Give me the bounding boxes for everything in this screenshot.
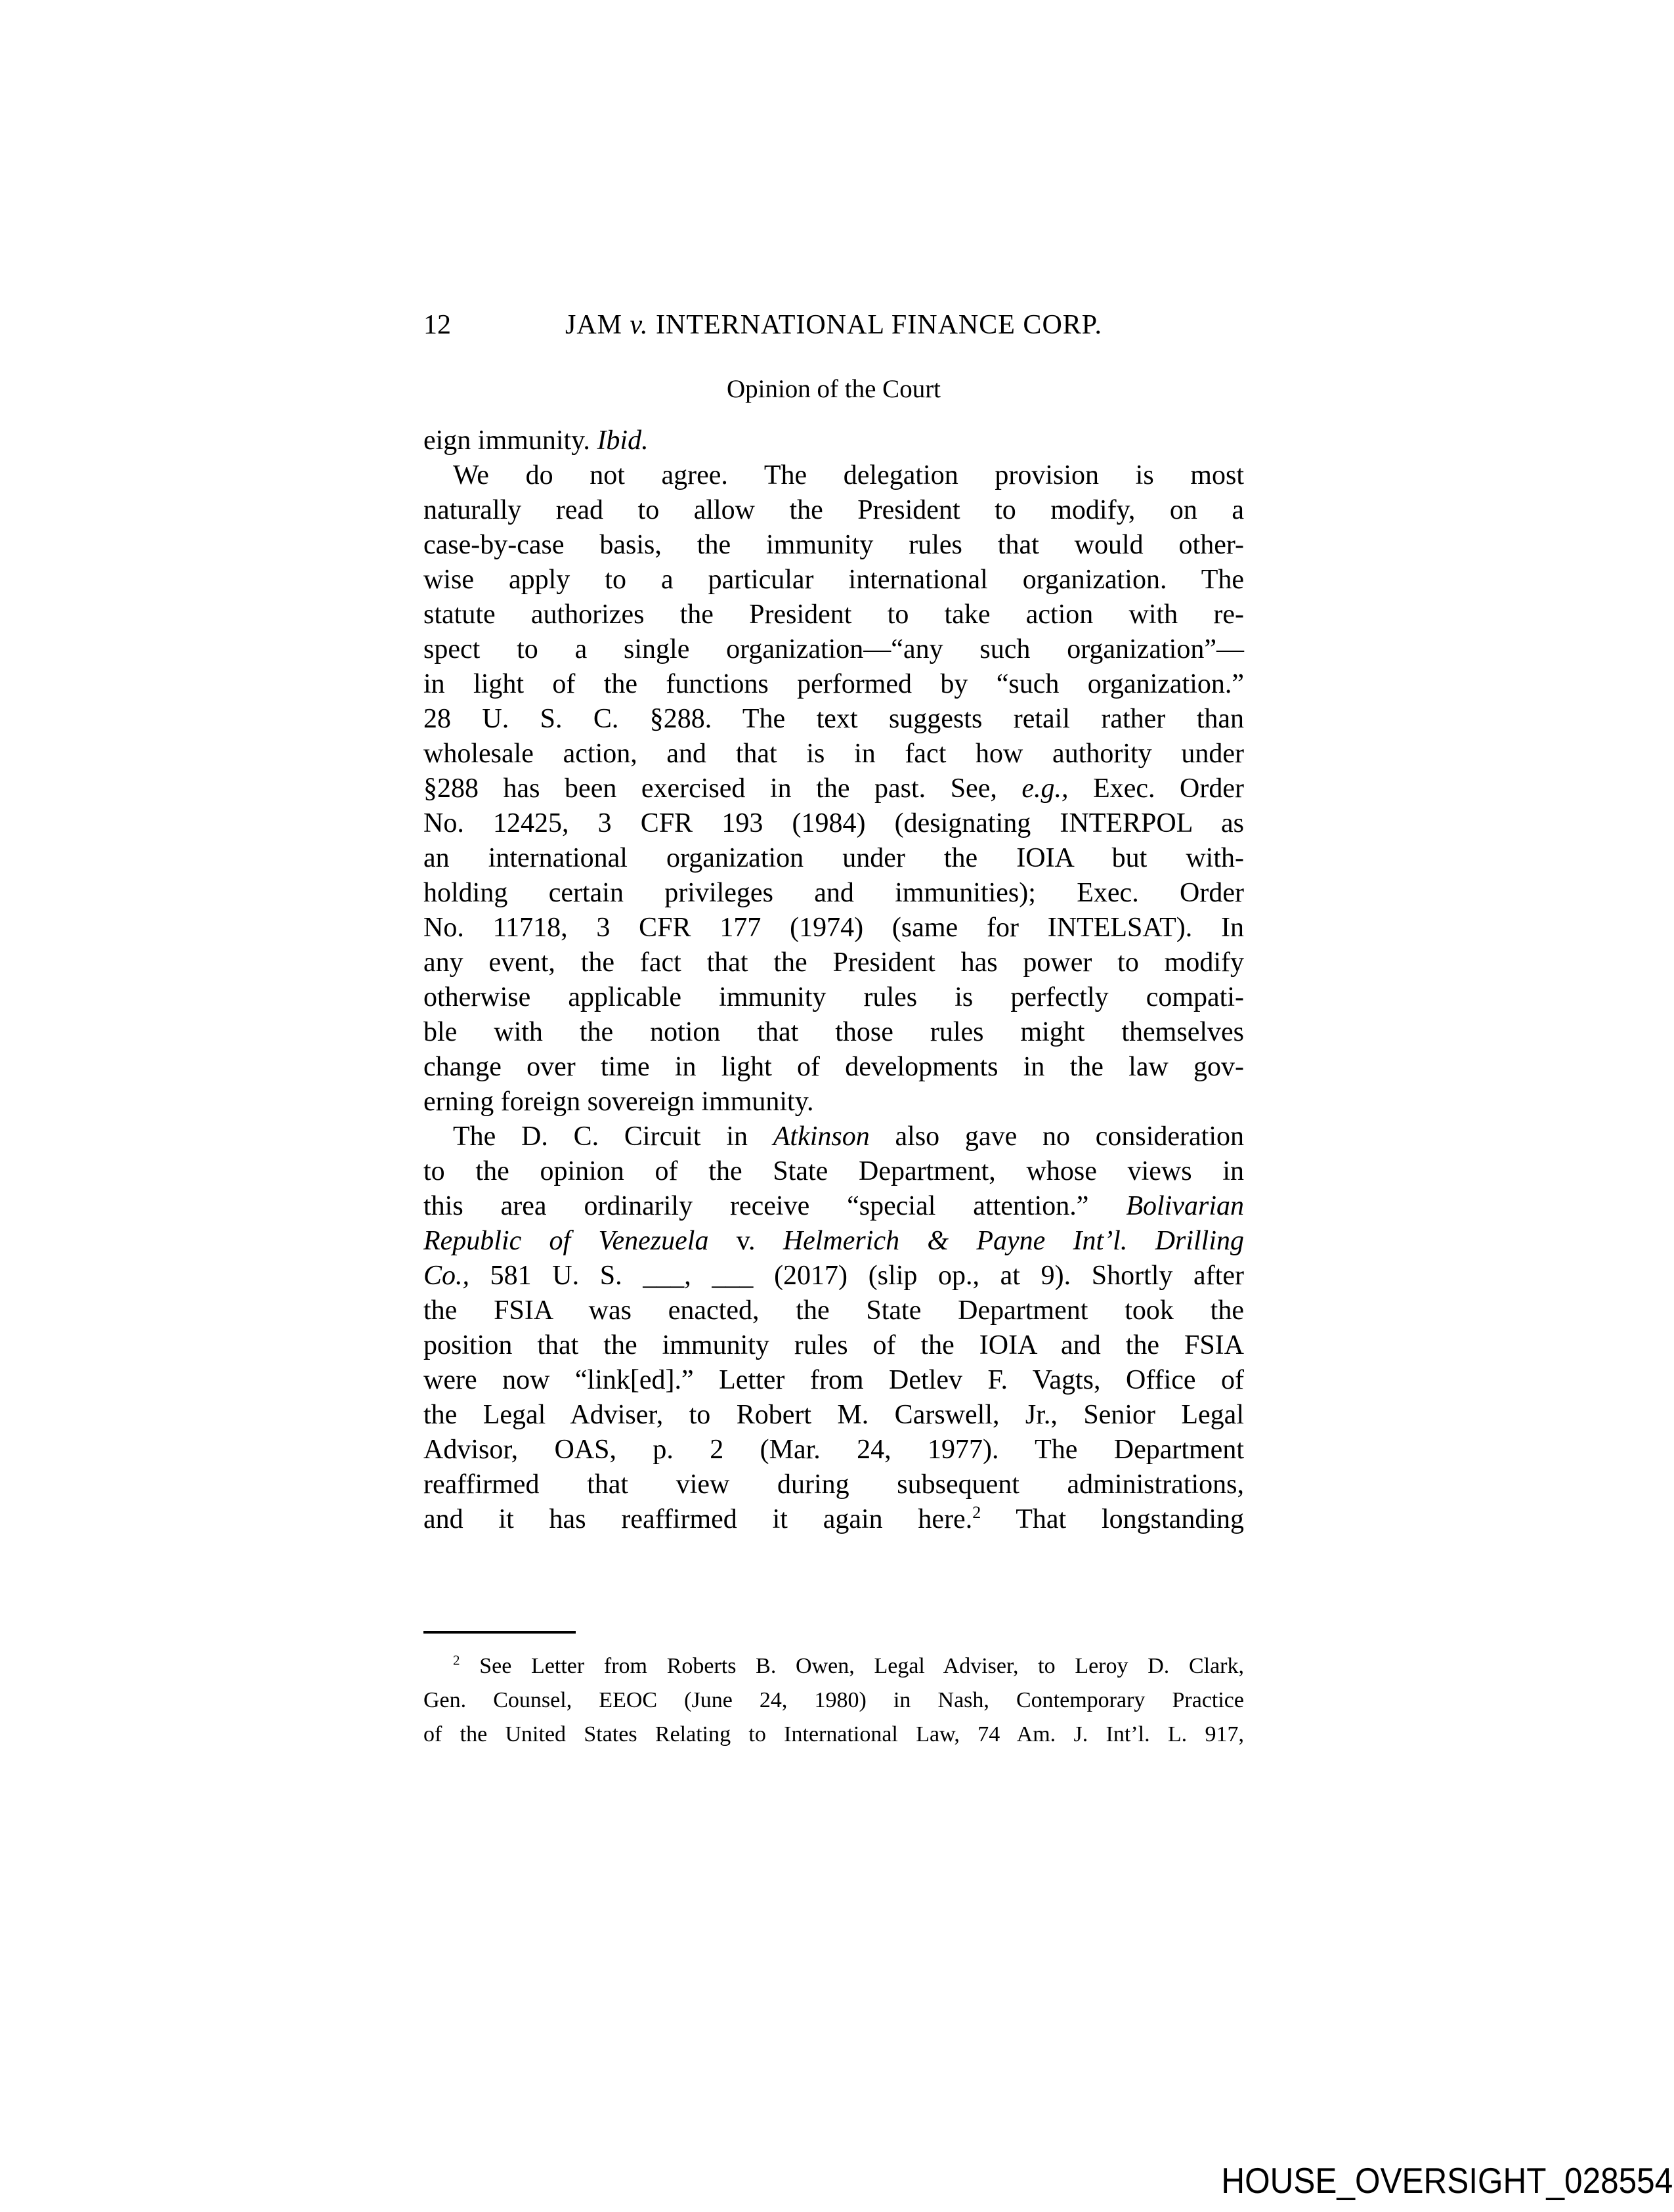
text-line [423,458,1244,493]
text-run: Ibid. [597,425,649,456]
text-line [423,597,1244,632]
text-line [423,1649,1244,1683]
text-line [423,876,1244,911]
text-run: statute authorizes the President to take action with re- [423,599,1244,630]
text-line [423,1433,1244,1467]
text-run: wholesale action, and that is in fact how authority under [423,739,1244,769]
text-line [423,563,1244,597]
text-run: INTERNATIONAL FINANCE CORP. [648,310,1102,340]
text-line [423,1398,1244,1433]
text-run: of the United States Relating to International Law, 74 Am. J. Int’l. L. 917, [423,1722,1244,1746]
text-line [423,702,1244,737]
text-run: were now “link[ed].” Letter from Detlev F. Vagts, Office of [423,1365,1244,1395]
text-line [423,1015,1244,1050]
text-line [423,841,1244,876]
text-run: this area ordinarily receive “special attention.” [423,1191,1127,1221]
text-run: change over time in light of developments in the law gov- [423,1052,1244,1082]
text-line [423,1718,1244,1752]
text-line [423,493,1244,528]
text-line [423,667,1244,702]
text-line [423,1154,1244,1189]
text-run: v. [708,1226,783,1256]
text-run: Republic of Venezuela [423,1226,709,1256]
text-run: We do not agree. The delegation provision is most [453,460,1244,490]
text-line [423,1328,1244,1363]
text-run: 28 U. S. C. §288. The text suggests retail rather than [423,704,1244,734]
text-run: to the opinion of the State Department, whose views in [423,1156,1244,1186]
text-line [423,1502,1244,1537]
text-run: e.g., [1021,773,1069,804]
text-line [423,1085,1244,1119]
text-line [423,1119,1244,1154]
text-run: otherwise applicable immunity rules is perfectly compati- [423,982,1244,1012]
text-run: The D. C. Circuit in [453,1121,773,1152]
text-run: holding certain privileges and immunities); Exec. Order [423,878,1244,908]
text-line [423,806,1244,841]
text-run: position that the immunity rules of the IOIA and the FSIA [423,1330,1244,1360]
text-line [423,911,1244,945]
text-run: ble with the notion that those rules might themselves [423,1017,1244,1047]
text-run: any event, the fact that the President has power to modify [423,947,1244,978]
text-line [423,423,1244,458]
text-run: §288 has been exercised in the past. See, [423,773,1022,804]
page-number: 12 [423,310,451,340]
text-line [423,1050,1244,1085]
footnote-separator [423,1631,576,1634]
text-line [423,1467,1244,1502]
opinion-section-title: Opinion of the Court [726,375,941,403]
text-line [423,771,1244,806]
opinion-body [423,423,1244,1537]
text-run: reaffirmed that view during subsequent administrations, [423,1469,1244,1500]
text-run: wise apply to a particular international organization. The [423,565,1244,595]
text-line [423,1189,1244,1224]
text-line [423,528,1244,563]
text-run: No. 12425, 3 CFR 193 (1984) (designating INTERPOL as [423,808,1244,838]
text-run: in light of the functions performed by “such organization.” [423,669,1244,699]
text-run: Bolivarian [1126,1191,1244,1221]
text-run: and it has reaffirmed it again here. [423,1504,973,1534]
text-line [423,945,1244,980]
text-run: eign immunity. [423,425,597,456]
text-line [423,980,1244,1015]
text-line [423,632,1244,667]
text-run: Helmerich & Payne Int’l. Drilling [783,1226,1244,1256]
text-run: JAM [565,310,630,340]
text-run: 581 U. S. ___, ___ (2017) (slip op., at 9). Shortly after [469,1261,1244,1291]
text-run: the FSIA was enacted, the State Department took the [423,1295,1244,1326]
text-run: spect to a single organization—“any such organization”— [423,634,1244,664]
text-run: Atkinson [773,1121,870,1152]
text-run: Exec. Order [1068,773,1244,804]
text-run: naturally read to allow the President to modify, on a [423,495,1244,525]
text-run: No. 11718, 3 CFR 177 (1974) (same for INTELSAT). In [423,913,1244,943]
text-run: case-by-case basis, the immunity rules that would other- [423,530,1244,560]
text-run: the Legal Adviser, to Robert M. Carswell, Jr., Senior Legal [423,1400,1244,1430]
text-run: an international organization under the IOIA but with- [423,843,1244,873]
footnote-text [423,1649,1244,1752]
text-line [423,1683,1244,1718]
text-line [423,737,1244,771]
bates-stamp: HOUSE_OVERSIGHT_028554 [1221,2160,1673,2201]
text-line [423,1293,1244,1328]
page-header [423,309,1244,345]
text-line [423,1363,1244,1398]
text-line [423,1259,1244,1293]
text-run: Gen. Counsel, EEOC (June 24, 1980) in Nash, Contemporary Practice [423,1688,1244,1712]
footnote-marker: 2 [453,1652,460,1668]
text-run: erning foreign sovereign immunity. [423,1087,814,1117]
text-run: See Letter from Roberts B. Owen, Legal Adviser, to Leroy D. Clark, [460,1654,1244,1678]
text-run: also gave no consideration [869,1121,1244,1152]
text-line [423,1224,1244,1259]
text-run: That longstanding [981,1504,1244,1534]
footnote-marker: 2 [972,1503,981,1522]
text-run: Advisor, OAS, p. 2 (Mar. 24, 1977). The Department [423,1435,1244,1465]
text-run: Co., [423,1261,470,1291]
text-run: v. [630,310,649,340]
case-title [423,309,1244,341]
